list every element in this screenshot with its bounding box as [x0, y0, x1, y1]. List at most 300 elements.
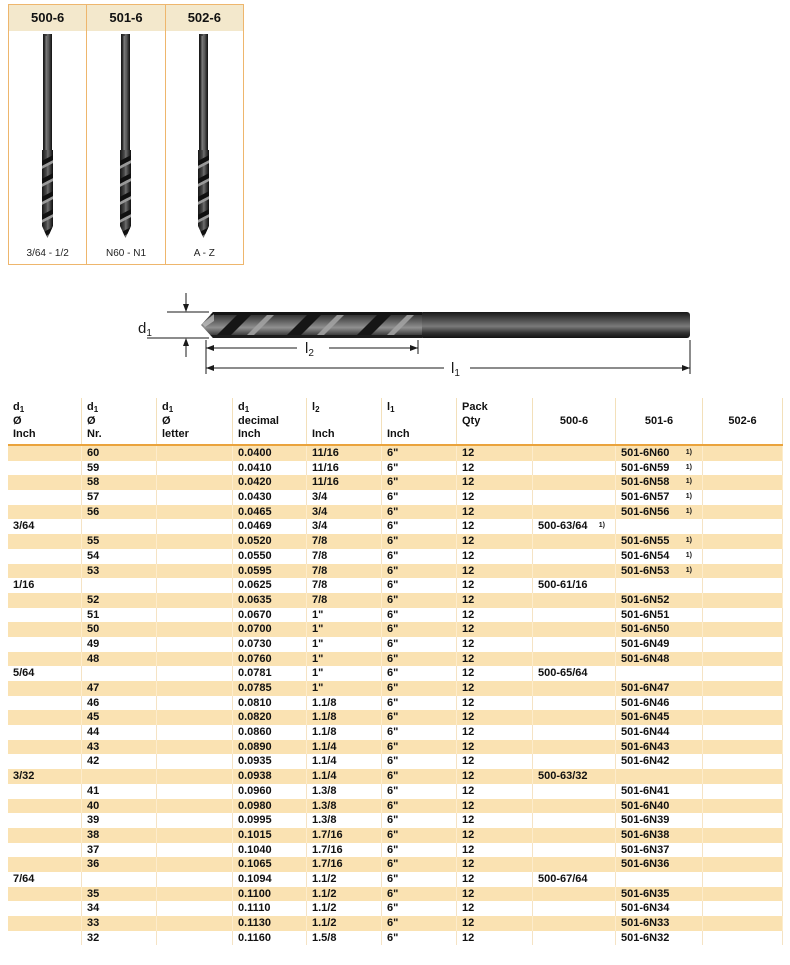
table-cell: 52 [82, 593, 157, 608]
table-cell [703, 666, 783, 681]
table-cell [157, 608, 233, 623]
table-cell: 3/4 [307, 519, 382, 534]
table-cell [8, 931, 82, 946]
table-cell: 12 [457, 622, 533, 637]
table-cell: 0.0520 [233, 534, 307, 549]
table-cell: 40 [82, 799, 157, 814]
table-cell [8, 505, 82, 520]
table-cell [533, 813, 616, 828]
table-cell: 501-6N51 [616, 608, 703, 623]
table-cell [82, 872, 157, 887]
table-cell: 501-6N36 [616, 857, 703, 872]
table-cell: 501-6N53 1) [616, 564, 703, 579]
d1-label: $d_1$ [138, 320, 152, 339]
table-cell [616, 872, 703, 887]
table-cell [616, 578, 703, 593]
table-cell [8, 534, 82, 549]
table-cell: 1.1/8 [307, 710, 382, 725]
table-cell: 34 [82, 901, 157, 916]
table-cell [616, 666, 703, 681]
table-cell [703, 696, 783, 711]
table-cell: 500-65/64 [533, 666, 616, 681]
column-header-4: $d_1$ decimal Inch [233, 398, 307, 444]
drill-side-view [200, 310, 690, 340]
table-cell [533, 857, 616, 872]
table-cell: 501-6N56 1) [616, 505, 703, 520]
footnote-marker: 1) [685, 493, 692, 501]
table-cell: 501-6N41 [616, 784, 703, 799]
table-cell [8, 696, 82, 711]
table-cell: 501-6N54 1) [616, 549, 703, 564]
table-cell: 58 [82, 475, 157, 490]
table-cell [157, 490, 233, 505]
table-cell [157, 857, 233, 872]
table-cell: 3/32 [8, 769, 82, 784]
series-code-label: 500-6 [9, 5, 86, 31]
table-cell: 47 [82, 681, 157, 696]
table-cell [533, 754, 616, 769]
table-cell [157, 872, 233, 887]
table-cell [533, 490, 616, 505]
table-cell: 6" [382, 754, 457, 769]
table-cell: 0.0960 [233, 784, 307, 799]
table-cell [157, 769, 233, 784]
table-cell: 501-6N48 [616, 652, 703, 667]
table-row [8, 813, 783, 828]
table-cell [703, 740, 783, 755]
table-cell: 501-6N52 [616, 593, 703, 608]
footnote-marker: 1) [598, 522, 605, 530]
table-cell [533, 931, 616, 946]
table-cell [703, 901, 783, 916]
table-cell: 6" [382, 784, 457, 799]
table-cell: 0.0700 [233, 622, 307, 637]
table-cell [703, 754, 783, 769]
series-code-label: 501-6 [87, 5, 164, 31]
table-cell: 0.0550 [233, 549, 307, 564]
table-cell [82, 769, 157, 784]
table-cell: 0.0890 [233, 740, 307, 755]
table-cell: 1.1/4 [307, 740, 382, 755]
table-row [8, 652, 783, 667]
table-cell: 0.1100 [233, 887, 307, 902]
table-cell: 59 [82, 461, 157, 476]
table-cell [616, 769, 703, 784]
table-cell [533, 887, 616, 902]
table-cell [157, 799, 233, 814]
table-cell [8, 887, 82, 902]
table-row [8, 857, 783, 872]
table-cell: 0.0810 [233, 696, 307, 711]
table-cell [8, 813, 82, 828]
table-cell [703, 622, 783, 637]
table-cell [533, 725, 616, 740]
table-cell [157, 637, 233, 652]
table-cell: 6" [382, 901, 457, 916]
table-row [8, 901, 783, 916]
table-row [8, 461, 783, 476]
table-cell: 12 [457, 725, 533, 740]
table-cell: 12 [457, 843, 533, 858]
table-cell [8, 446, 82, 461]
table-cell [533, 446, 616, 461]
table-cell: 7/8 [307, 564, 382, 579]
table-cell [703, 564, 783, 579]
table-cell [8, 593, 82, 608]
table-row [8, 593, 783, 608]
table-cell [157, 549, 233, 564]
table-cell [703, 505, 783, 520]
table-cell [157, 740, 233, 755]
table-cell [703, 828, 783, 843]
table-cell: 51 [82, 608, 157, 623]
table-cell: 6" [382, 725, 457, 740]
table-cell: 0.0469 [233, 519, 307, 534]
table-cell [703, 637, 783, 652]
table-cell: 6" [382, 857, 457, 872]
table-row [8, 769, 783, 784]
table-cell: 500-63/32 [533, 769, 616, 784]
table-cell: 1.1/4 [307, 769, 382, 784]
table-cell [703, 446, 783, 461]
table-cell [703, 799, 783, 814]
table-row [8, 754, 783, 769]
table-cell [703, 608, 783, 623]
table-cell: 12 [457, 446, 533, 461]
table-cell [8, 475, 82, 490]
column-header-9: 501-6 [616, 398, 703, 444]
table-cell: 6" [382, 475, 457, 490]
table-cell [8, 461, 82, 476]
table-cell [703, 710, 783, 725]
table-cell [533, 652, 616, 667]
table-cell: 1/16 [8, 578, 82, 593]
table-cell [157, 931, 233, 946]
series-range-label: N60 - N1 [105, 248, 146, 259]
table-cell [157, 754, 233, 769]
table-cell [8, 681, 82, 696]
dimension-l2 [206, 340, 418, 374]
table-cell: 0.0781 [233, 666, 307, 681]
table-cell: 49 [82, 637, 157, 652]
table-cell: 12 [457, 461, 533, 476]
table-cell: 3/64 [8, 519, 82, 534]
table-cell: 12 [457, 828, 533, 843]
drill-bit-image [113, 34, 139, 242]
table-cell: 12 [457, 754, 533, 769]
table-cell [703, 857, 783, 872]
table-cell: 12 [457, 593, 533, 608]
table-cell [157, 916, 233, 931]
table-cell: 6" [382, 549, 457, 564]
table-cell: 12 [457, 637, 533, 652]
table-cell: 501-6N45 [616, 710, 703, 725]
table-cell: 1.3/8 [307, 799, 382, 814]
table-cell: 0.0760 [233, 652, 307, 667]
table-cell: 6" [382, 828, 457, 843]
table-cell: 12 [457, 813, 533, 828]
table-cell [533, 828, 616, 843]
table-cell [703, 578, 783, 593]
table-cell: 6" [382, 490, 457, 505]
column-header-10: 502-6 [703, 398, 783, 444]
table-cell [703, 725, 783, 740]
footnote-marker: 1) [685, 566, 692, 574]
table-cell [157, 696, 233, 711]
table-cell: 6" [382, 564, 457, 579]
table-cell: 43 [82, 740, 157, 755]
table-cell: 1.1/8 [307, 696, 382, 711]
table-cell: 501-6N47 [616, 681, 703, 696]
table-cell: 12 [457, 872, 533, 887]
table-cell: 0.1040 [233, 843, 307, 858]
table-cell [533, 549, 616, 564]
table-row [8, 637, 783, 652]
table-cell [703, 769, 783, 784]
table-cell [8, 564, 82, 579]
drill-bit-image [35, 34, 61, 242]
dimension-d1 [138, 293, 209, 357]
table-cell: 6" [382, 446, 457, 461]
table-row [8, 740, 783, 755]
table-cell [8, 637, 82, 652]
table-cell: 3/4 [307, 505, 382, 520]
table-cell: 0.0625 [233, 578, 307, 593]
footnote-marker: 1) [685, 551, 692, 559]
table-cell [157, 813, 233, 828]
table-cell: 1.7/16 [307, 828, 382, 843]
table-cell: 0.0785 [233, 681, 307, 696]
drill-series-cell-501-6 [87, 5, 165, 264]
table-cell: 501-6N49 [616, 637, 703, 652]
drill-image-area [166, 31, 243, 264]
table-cell: 12 [457, 608, 533, 623]
series-range-label: 3/64 - 1/2 [26, 248, 69, 259]
table-cell: 12 [457, 784, 533, 799]
table-cell [8, 608, 82, 623]
table-cell [8, 652, 82, 667]
table-cell: 0.0995 [233, 813, 307, 828]
table-cell [533, 564, 616, 579]
column-header-5: $l_2$ Inch [307, 398, 382, 444]
table-cell: 12 [457, 475, 533, 490]
table-cell [703, 475, 783, 490]
table-row [8, 505, 783, 520]
table-cell: 12 [457, 519, 533, 534]
table-cell: 12 [457, 696, 533, 711]
table-cell: 0.1015 [233, 828, 307, 843]
table-cell: 11/16 [307, 446, 382, 461]
table-cell [157, 593, 233, 608]
table-cell [157, 666, 233, 681]
table-cell: 6" [382, 608, 457, 623]
table-cell: 0.0420 [233, 475, 307, 490]
table-cell [157, 725, 233, 740]
table-cell: 0.0730 [233, 637, 307, 652]
dimension-l1 [206, 340, 690, 379]
table-cell: 1.7/16 [307, 857, 382, 872]
table-cell [8, 857, 82, 872]
table-cell [8, 754, 82, 769]
column-header-8: 500-6 [533, 398, 616, 444]
table-cell: 6" [382, 681, 457, 696]
table-row [8, 446, 783, 461]
table-cell: 501-6N38 [616, 828, 703, 843]
table-cell: 11/16 [307, 475, 382, 490]
table-row [8, 666, 783, 681]
table-cell: 6" [382, 652, 457, 667]
table-cell [533, 637, 616, 652]
table-cell: 0.0430 [233, 490, 307, 505]
table-cell: 6" [382, 872, 457, 887]
table-cell: 6" [382, 916, 457, 931]
table-cell: 0.0635 [233, 593, 307, 608]
l2-label: $l_2$ [305, 340, 314, 359]
table-row [8, 696, 783, 711]
table-cell: 501-6N58 1) [616, 475, 703, 490]
table-cell [157, 828, 233, 843]
table-row [8, 549, 783, 564]
table-cell: 501-6N42 [616, 754, 703, 769]
table-cell: 37 [82, 843, 157, 858]
table-cell [157, 519, 233, 534]
table-cell: 0.0465 [233, 505, 307, 520]
table-cell [703, 887, 783, 902]
table-cell: 12 [457, 490, 533, 505]
table-cell: 1.3/8 [307, 813, 382, 828]
table-cell: 6" [382, 843, 457, 858]
table-cell: 12 [457, 901, 533, 916]
table-cell [703, 784, 783, 799]
table-cell [157, 475, 233, 490]
table-cell: 0.1130 [233, 916, 307, 931]
table-cell: 501-6N37 [616, 843, 703, 858]
footnote-marker: 1) [685, 507, 692, 515]
table-cell: 6" [382, 461, 457, 476]
table-cell [703, 916, 783, 931]
table-cell: 501-6N33 [616, 916, 703, 931]
table-body [8, 446, 783, 945]
table-row [8, 872, 783, 887]
table-cell: 6" [382, 622, 457, 637]
table-cell: 56 [82, 505, 157, 520]
table-cell: 3/4 [307, 490, 382, 505]
table-cell: 501-6N43 [616, 740, 703, 755]
footnote-marker: 1) [685, 478, 692, 486]
table-cell: 12 [457, 652, 533, 667]
footnote-marker: 1) [685, 463, 692, 471]
table-cell: 500-61/16 [533, 578, 616, 593]
table-cell [8, 710, 82, 725]
table-row [8, 564, 783, 579]
table-cell: 6" [382, 696, 457, 711]
table-cell: 501-6N40 [616, 799, 703, 814]
table-cell: 12 [457, 740, 533, 755]
table-cell [703, 534, 783, 549]
table-cell: 1" [307, 666, 382, 681]
table-cell: 1.3/8 [307, 784, 382, 799]
table-cell: 12 [457, 534, 533, 549]
table-cell [533, 710, 616, 725]
table-cell: 1" [307, 608, 382, 623]
table-cell [533, 505, 616, 520]
table-cell: 501-6N50 [616, 622, 703, 637]
table-cell: 501-6N34 [616, 901, 703, 916]
table-cell [8, 843, 82, 858]
table-cell: 12 [457, 549, 533, 564]
table-cell: 0.0935 [233, 754, 307, 769]
table-cell [157, 534, 233, 549]
table-cell [157, 564, 233, 579]
table-cell: 32 [82, 931, 157, 946]
table-cell: 501-6N59 1) [616, 461, 703, 476]
table-cell: 7/8 [307, 549, 382, 564]
table-cell: 50 [82, 622, 157, 637]
table-cell [157, 887, 233, 902]
table-cell: 500-67/64 [533, 872, 616, 887]
table-cell: 1" [307, 681, 382, 696]
table-cell: 39 [82, 813, 157, 828]
table-cell: 12 [457, 505, 533, 520]
column-header-6: $l_1$ Inch [382, 398, 457, 444]
table-cell: 5/64 [8, 666, 82, 681]
table-cell [703, 490, 783, 505]
table-row [8, 534, 783, 549]
table-cell: 53 [82, 564, 157, 579]
table-cell: 57 [82, 490, 157, 505]
table-cell: 12 [457, 931, 533, 946]
table-cell [157, 652, 233, 667]
table-cell [533, 608, 616, 623]
table-cell: 501-6N32 [616, 931, 703, 946]
table-cell: 7/64 [8, 872, 82, 887]
table-cell: 6" [382, 593, 457, 608]
table-cell: 12 [457, 578, 533, 593]
table-cell [703, 461, 783, 476]
table-row [8, 784, 783, 799]
table-cell: 7/8 [307, 593, 382, 608]
table-cell [703, 519, 783, 534]
table-cell [157, 622, 233, 637]
table-cell [8, 622, 82, 637]
table-cell: 501-6N60 1) [616, 446, 703, 461]
table-cell [157, 681, 233, 696]
table-cell [157, 901, 233, 916]
table-cell: 501-6N46 [616, 696, 703, 711]
table-cell [8, 740, 82, 755]
table-row [8, 681, 783, 696]
table-cell [157, 784, 233, 799]
table-cell: 1.1/2 [307, 872, 382, 887]
table-cell [157, 446, 233, 461]
table-cell: 6" [382, 519, 457, 534]
drill-series-cell-500-6 [9, 5, 87, 264]
table-cell [157, 578, 233, 593]
table-cell: 7/8 [307, 578, 382, 593]
table-cell: 6" [382, 710, 457, 725]
table-cell: 0.0670 [233, 608, 307, 623]
table-cell: 42 [82, 754, 157, 769]
table-cell: 501-6N57 1) [616, 490, 703, 505]
table-cell: 12 [457, 564, 533, 579]
table-cell: 12 [457, 710, 533, 725]
table-cell [157, 461, 233, 476]
table-cell [703, 872, 783, 887]
table-cell: 1.1/4 [307, 754, 382, 769]
table-cell: 1" [307, 637, 382, 652]
table-cell: 12 [457, 769, 533, 784]
column-header-7: Pack Qty [457, 398, 533, 444]
